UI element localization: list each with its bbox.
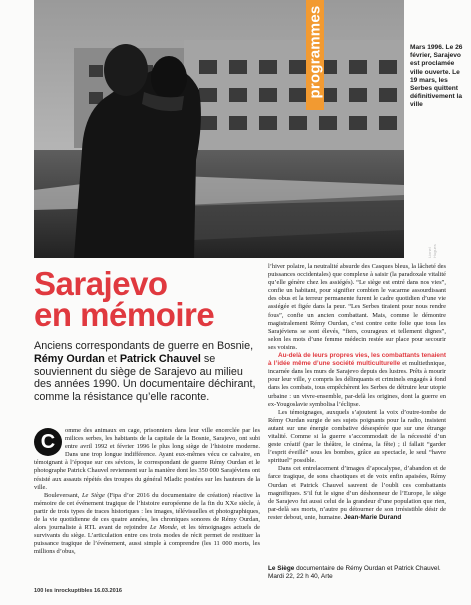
body-paragraph [34, 427, 260, 492]
deck-name-1: Rémy Ourdan [34, 352, 105, 365]
photo-caption: Mars 1996. Le 26 février, Sarajevo est proclamée ville ouverte. Le 19 mars, les Serbes quittent définitivement la ville [410, 44, 463, 109]
headline-line-1: Sarajevo [34, 265, 168, 302]
body-text: Bouleversant, [44, 491, 82, 499]
body-paragraph [268, 352, 446, 409]
pull-highlight: Au-delà de leurs propres vies, les combattants tenaient à l’idée même d’une société multiculturelle [268, 352, 446, 368]
body-paragraph-text: Dans cet entrelacement d’images d’apocalypse, d’abandon et de farce tragique, de sons chaotiques et de voix enfin apaisées, Rémy Ourdan et Patrick Chauvel sauvent de l’oubli ces combattants magnifiques. S’il fut le signe d’un déshonneur de l’Europe, le siège de Sarajevo fut aussi celui de la grandeur d’une population que rien, par-delà ses morts, n’autre pu détourner de son irrésistible désir de rester debout, unie, humaine. [268, 465, 446, 521]
newspaper-title: Le Monde [149, 524, 177, 532]
page-footer: 100 les inrockuptibles 16.03.2016 [34, 588, 122, 594]
credits-line-2: Mardi 22, 22 h 40, Arte [268, 573, 333, 580]
deck-and: et [104, 352, 120, 365]
headline-line-2: en mémoire [34, 296, 215, 333]
broadcast-credits [268, 565, 448, 581]
body-paragraph [34, 492, 260, 557]
credits-line-1: documentaire de Rémy Ourdan et Patrick Chauvel. [294, 565, 441, 572]
deck-intro: Anciens correspondants de guerre en Bosnie, [34, 340, 254, 352]
drop-cap: C [34, 428, 62, 456]
body-text: et multiethnique, incarnée dans les murs de Sarajevo depuis des lustres. Prêts à mourir pour leur ville, y compris les délinquants et criminels engagés à fond dans les combats, tous empêchèrent les Serbes de détruire leur utopie urbaine : un vivre-ensemble, par-delà les origines, dont la guerre en ex-Yougoslavie symbolisa l’éclipse. [268, 360, 446, 408]
war-photo-illustration [34, 0, 404, 258]
section-tab-label: programmes [306, 5, 324, 99]
body-paragraph-text: omme des animaux en cage, prisonniers dans leur ville encerclée par les milices serbes, les habitants de la capitale de la Bosnie, Sarajevo, ont subi entre avril 1992 et février 1996 le plus long siège de l’histoire moderne. Dans une trop longue indifférence. Ayant eux-mêmes vécu ce calvaire, en témoignant à l’époque sur ces sévices, le correspondant de guerre Rémy Ourdan et le photographe Patrick Chauvel reviennent sur la manière dont les 350 000 Sarajéviens ont résisté aux assauts répétés des troupes du général Mladic postées sur les hauteurs de la ville. [34, 427, 260, 491]
body-paragraph-text: l’hiver polaire, la neutralité absurde des Casques bleus, la lâcheté des puissances occidentales) que complexe à saisir (la paradoxale vitalité qu’elle génère chez les assiégés). “Le siège est entré dans nos vies”, confie un habitant, pour signifier combien le vacarme assourdissant des obus et la terreur permanente furent le cadre quotidien d’une vie assiégée et figée dans la peur. “Les Serbes tiraient pour nous rendre fous”, confie un ancien combattant. Mais, comme le démontre magistralement Rémy Ourdan, c’est contre cette folie que tous les Sarajéviens se sont élevés, “fiers, courageux et tellement dignes”, selon les mots d’une femme médecin restée sur place pour secourir ses voisins. [268, 263, 446, 351]
section-tab [306, 0, 324, 110]
body-text: , et les témoignages actuels de survivants du siège. L’articulation entre ces trois modes de récit permet de restituer la puissance tragique de l’événement, aussi simple à comprendre (les 11 000 morts, les millions d’obus, [34, 524, 261, 556]
body-paragraph [268, 263, 446, 352]
article-body-right-column [268, 263, 446, 522]
film-title: Le Siège [81, 491, 105, 499]
body-paragraph [268, 409, 446, 466]
deck-rest: se souviennent du siège de Sarajevo au milieu des années 1990. Un documentaire déchirant, comme la résistance qu’elle raconte. [34, 352, 256, 404]
article-deck [34, 340, 262, 404]
article-body-left-column [34, 427, 260, 557]
author-signature: Jean-Marie Durand [343, 513, 402, 521]
deck-name-2: Patrick Chauvel [119, 352, 201, 365]
photo-credit: Lionel Hugues [427, 244, 437, 258]
body-text: (Fipa d’or 2016 du documentaire de création) réactive la mémoire de cet événement tragique de l’histoire européenne de la fin du XXe siècle, à partir de trois types de traces historiques : les images, télévisuelles et photographiques, de la vie quotidienne de ces quatre années, les chroniques sonores de Rémy Ourdan, alors journaliste à RTL avant de rejoindre [34, 491, 260, 532]
body-paragraph [268, 465, 446, 522]
body-paragraph-text: Les témoignages, auxquels s’ajoutent la voix d’outre-tombe de Rémy Ourdan surgie de ses sujets poignants pour la radio, insistent autant sur une énergie combative désespérée que sur une étrange vitalité. Comme si la guerre s’accommodait de la nécessité d’un geste créatif (par le théâtre, le cinéma, la fête) ; il fallait “garder l’esprit éveillé” sous les bombes, grâce au spectacle, le seul “havre spirituel” possible. [268, 408, 446, 465]
credits-title: Le Siège [268, 565, 295, 572]
article-headline [34, 265, 215, 333]
